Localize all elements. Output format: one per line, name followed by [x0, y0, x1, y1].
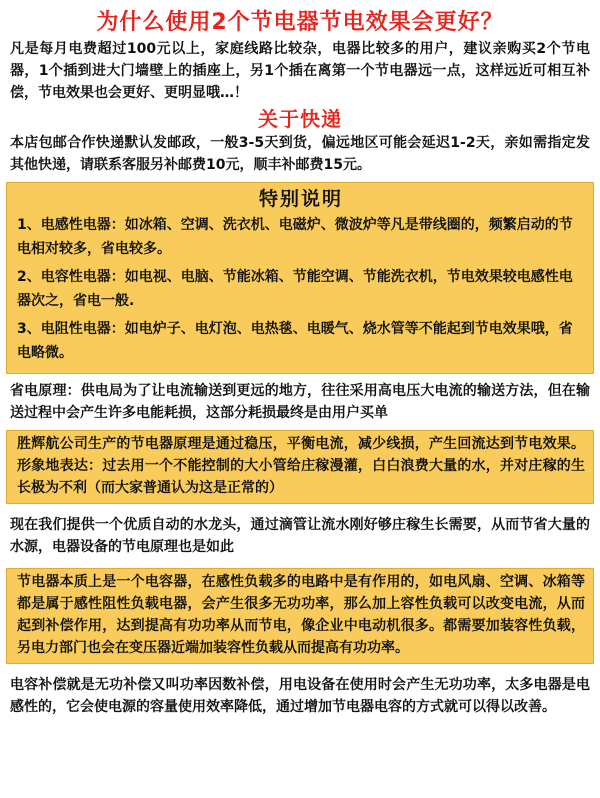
company-principle-box — [6, 430, 594, 504]
section-body-why-two: 凡是每月电费超过100元以上，家庭线路比较杂，电器比较多的用户，建议亲购买2个节电器，1个插到进大门墙壁上的插座上，另1个插在离第一个节电器远一点，这样远近可相互补偿，节电效果也会更好、更明显哦…！ — [10, 41, 590, 101]
section-title-shipping: 关于快递 — [258, 107, 342, 131]
capacitor-explanation-box — [6, 568, 594, 664]
special-notes-title: 特别说明 — [258, 188, 343, 210]
saving-principle-text: 省电原理：供电局为了让电流输送到更远的地方，往往采用高电压大电流的输送方法，但在输送过程中会产生许多电能耗损，这部分耗损最终是由用户买单 — [10, 383, 590, 421]
special-note-inductive: 1、电感性电器：如冰箱、空调、洗衣机、电磁炉、微波炉等凡是带线圈的，频繁启动的节电相对较多，省电较多。 — [17, 217, 573, 257]
section-body-shipping: 本店包邮合作快递默认发邮政，一般3-5天到货，偏远地区可能会延迟1-2天，亲如需指定发其他快递，请联系客服另补邮费10元，顺丰补邮费15元。 — [10, 135, 590, 173]
special-note-resistive: 3、电阻性电器：如电炉子、电灯泡、电热毯、电暖气、烧水管等不能起到节电效果哦，省电略微。 — [17, 321, 573, 361]
faucet-analogy-text: 现在我们提供一个优质自动的水龙头，通过滴管让流水刚好够庄稼生长需要，从而节省大量的水源，电器设备的节电原理也是如此 — [10, 517, 590, 555]
special-notes-box — [6, 182, 594, 374]
company-principle-text: 胜辉航公司生产的节电器原理是通过稳压，平衡电流，减少线损，产生回流达到节电效果。形象地表达：过去用一个不能控制的大小管给庄稼漫灌，白白浪费大量的水，并对庄稼的生长极为不利（而大家普通认为这是正常的） — [17, 436, 585, 496]
section-title-why-two: 为什么使用2个节电器节电效果会更好？ — [96, 10, 504, 35]
capacitor-explanation-text: 节电器本质上是一个电容器，在感性负载多的电路中是有作用的，如电风扇、空调、冰箱等都是属于感性阻性负载电器，会产生很多无功功率，那么加上容性负载可以改变电流，从而起到补偿作用，达到提高有功功率从而节电，像企业中电动机很多。都需要加装容性负载，另电力部门也会在变压器近端加装容性负载从而提高有功功率。 — [17, 574, 585, 656]
compensation-text: 电容补偿就是无功补偿又叫功率因数补偿，用电设备在使用时会产生无功功率，太多电器是电感性的，它会使电源的容量使用效率降低，通过增加节电器电容的方式就可以得以改善。 — [10, 677, 590, 715]
special-note-capacitive: 2、电容性电器：如电视、电脑、节能冰箱、节能空调、节能洗衣机，节电效果较电感性电器次之，省电一般. — [17, 269, 573, 309]
